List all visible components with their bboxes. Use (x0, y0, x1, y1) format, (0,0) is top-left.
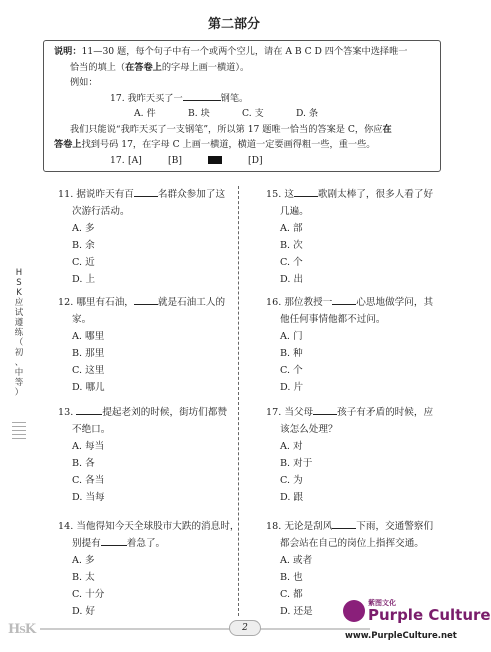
question-16 (266, 294, 451, 396)
instructions-box (43, 40, 441, 172)
instructions-line2b: 在答卷上 (125, 61, 162, 73)
logo-en-text: Purple Culture (368, 606, 491, 624)
question-stem: 心思地做学问，其 (356, 297, 434, 308)
explain-line1-bold: 在 (382, 123, 392, 135)
side-char: K (16, 288, 22, 298)
answer-mark-c-filled (208, 153, 248, 169)
option-a: A. 多 (72, 555, 95, 566)
side-decoration (12, 422, 26, 622)
option-c: C. 十分 (72, 589, 105, 600)
question-stem: 该怎么处理？ (280, 424, 338, 435)
option-d: D. 上 (72, 274, 96, 285)
option-c: C. 个 (280, 257, 303, 268)
question-stem: 哪里有石油， (76, 297, 134, 308)
page-title: 第二部分 (207, 17, 260, 32)
question-stem: 名群众参加了这 (157, 189, 226, 200)
side-label (14, 268, 24, 398)
option-d: D. 当每 (72, 492, 105, 503)
example-answer-row (54, 153, 432, 169)
question-stem: 下雨，交通警察们 (356, 521, 434, 532)
side-char: （ (14, 338, 24, 348)
option-b: B. 次 (280, 240, 303, 251)
option-a: A. 或者 (280, 555, 313, 566)
blank (313, 405, 337, 415)
option-d: D. 哪儿 (72, 382, 105, 393)
option-b: B. 种 (280, 348, 303, 359)
side-char: S (16, 278, 22, 288)
option-d: D. 好 (72, 606, 96, 617)
side-char: 等 (14, 378, 24, 388)
option-c: C. 各当 (72, 475, 105, 486)
blank (76, 405, 102, 415)
question-14 (58, 518, 238, 620)
blank (332, 295, 356, 305)
example-option-a: A. 件 (134, 108, 156, 119)
explain-line2-bold: 答卷上 (54, 139, 82, 150)
example-label: 例如： (70, 77, 98, 88)
question-number: 11. (58, 189, 74, 200)
question-15 (266, 186, 451, 288)
option-b: B. 余 (72, 240, 95, 251)
explain-line2: 找到号码 17，在字母 C 上画一横道，横道一定要画得粗一些，重一些。 (81, 139, 376, 150)
option-d: D. 出 (280, 274, 304, 285)
question-stem: 提起老刘的时候，街坊们都赞 (102, 407, 228, 418)
question-11 (58, 186, 233, 288)
question-stem: 次游行活动。 (72, 206, 130, 217)
side-char: 应 (14, 298, 24, 308)
question-stem: 无论是刮风 (284, 521, 333, 532)
side-char: 初 (14, 348, 24, 358)
hsk-logo-mark: HSK (8, 622, 36, 637)
question-number: 18. (266, 521, 282, 532)
side-char: 、 (14, 358, 24, 368)
question-stem: 这 (284, 189, 294, 200)
question-stem: 他任何事情他都不过问。 (280, 314, 386, 325)
logo-emblem-icon (343, 600, 365, 622)
option-d: D. 跟 (280, 492, 304, 503)
question-number: 12. (58, 297, 74, 308)
side-char: ） (14, 388, 24, 398)
side-char: 试 (14, 308, 24, 318)
answer-mark-b: [B] (168, 154, 182, 166)
question-stem: 家。 (72, 314, 92, 325)
footer-rule (40, 628, 370, 630)
question-stem: 当父母 (284, 407, 314, 418)
instructions-line2c: 的字母上画一横道）。 (161, 61, 250, 73)
side-char: 练 (14, 328, 24, 338)
question-stem: 别提有 (72, 538, 101, 549)
answer-prefix: 17. (110, 154, 125, 166)
side-char: 遵 (14, 318, 24, 328)
blank (294, 187, 318, 197)
question-stem: 歌剧太棒了，很多人看了好 (317, 189, 434, 200)
question-number: 13. (58, 407, 74, 418)
option-b: B. 也 (280, 572, 303, 583)
instructions-label: 说明： (54, 46, 82, 57)
question-number: 14. (58, 521, 74, 532)
answer-mark-d: [D] (248, 154, 263, 166)
blank (332, 519, 356, 529)
question-17 (266, 404, 451, 506)
side-char: 中 (14, 368, 24, 378)
option-b: B. 对于 (280, 458, 313, 469)
explain-line1: 我们只能说“我昨天买了一支钢笔”，所以第 17 题唯一恰当的答案是 C，你应 (70, 123, 383, 135)
purple-culture-logo (343, 598, 491, 646)
question-stem: 据说昨天有百 (76, 189, 134, 200)
example-option-b: B. 块 (188, 108, 210, 119)
logo-url: www.PurpleCulture.net (345, 631, 457, 641)
option-d: D. 片 (280, 382, 304, 393)
option-b: B. 那里 (72, 348, 105, 359)
logo-cn-text: 紫图文化 (368, 599, 396, 607)
question-13 (58, 404, 233, 506)
page-number: 2 (229, 620, 261, 636)
question-stem: 那位教授一 (284, 297, 333, 308)
example-stem-b: 钢笔。 (220, 92, 249, 104)
option-b: B. 各 (72, 458, 95, 469)
option-a: A. 门 (280, 331, 303, 342)
question-stem: 着急了。 (126, 538, 166, 549)
example-options (54, 106, 432, 122)
blank (134, 295, 158, 305)
column-divider (238, 186, 239, 616)
question-stem: 当他得知今天全球股市大跌的消息时， (76, 521, 240, 532)
question-stem: 不绝口。 (72, 424, 111, 435)
example-option-d: D. 条 (296, 108, 319, 119)
option-c: C. 都 (280, 589, 303, 600)
instructions-line2a: 恰当的填上（ (70, 61, 126, 73)
question-stem: 都会站在自己的岗位上指挥交通。 (280, 538, 424, 549)
option-a: A. 每当 (72, 441, 105, 452)
question-stem: 孩子有矛盾的时候，应 (337, 407, 434, 418)
answer-mark-a: [A] (128, 154, 142, 166)
example-option-c: C. 支 (242, 108, 264, 119)
side-char: H (15, 268, 23, 278)
option-a: A. 对 (280, 441, 303, 452)
option-c: C. 为 (280, 475, 303, 486)
question-number: 16. (266, 297, 282, 308)
option-d: D. 还是 (280, 606, 313, 617)
question-12 (58, 294, 233, 396)
option-c: C. 个 (280, 365, 303, 376)
example-stem-a: 17. 我昨天买了一 (110, 92, 183, 104)
blank (134, 187, 158, 197)
question-number: 17. (266, 407, 282, 418)
example-blank (183, 91, 221, 101)
option-c: C. 近 (72, 257, 95, 268)
instructions-line1: 11—30 题，每个句子中有一个或两个空儿，请在 A B C D 四个答案中选择唯一 (81, 46, 408, 57)
option-c: C. 这里 (72, 365, 105, 376)
blank (101, 536, 127, 546)
question-stem: 就是石油工人的 (157, 297, 226, 308)
option-a: A. 哪里 (72, 331, 105, 342)
option-b: B. 太 (72, 572, 95, 583)
option-a: A. 部 (280, 223, 303, 234)
question-number: 15. (266, 189, 282, 200)
option-a: A. 多 (72, 223, 95, 234)
question-stem: 几遍。 (280, 206, 309, 217)
